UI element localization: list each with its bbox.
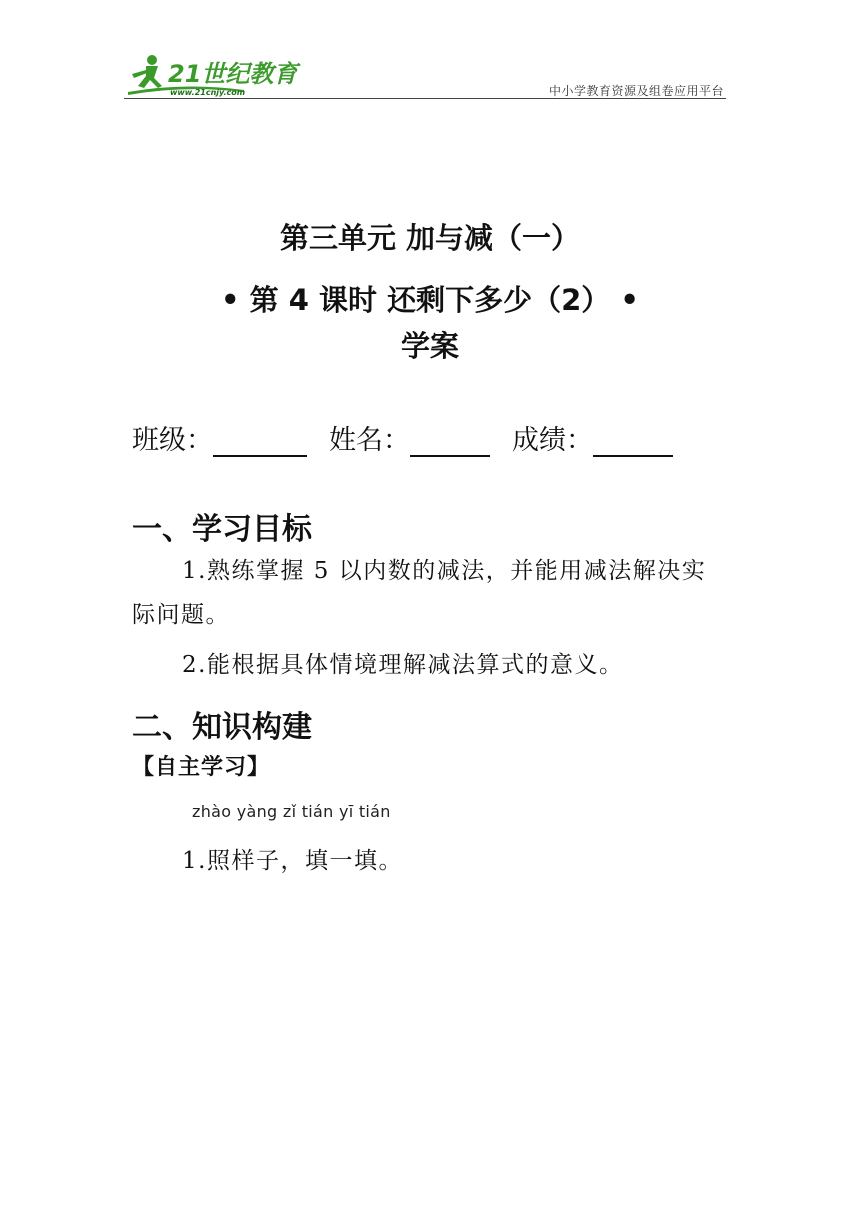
lesson-title: • 第 4 课时 还剩下多少（2） • bbox=[221, 283, 639, 317]
goal-paragraph-2: 2.能根据具体情境理解减法算式的意义。 bbox=[182, 652, 624, 678]
header-divider bbox=[124, 98, 726, 99]
site-logo bbox=[124, 52, 314, 98]
goal-paragraph-1-cont: 际问题。 bbox=[132, 602, 230, 628]
section-heading-knowledge: 二、知识构建 bbox=[132, 710, 312, 745]
logo-figure-body bbox=[138, 66, 162, 88]
logo-url-text: www.21cnjy.com bbox=[170, 88, 246, 97]
pinyin-annotation: zhào yàng zǐ tián yī tián bbox=[192, 802, 391, 821]
name-label: 姓名： bbox=[329, 425, 410, 456]
logo-graphic bbox=[124, 52, 314, 98]
page-header bbox=[124, 52, 726, 100]
score-label: 成绩： bbox=[512, 425, 593, 456]
class-blank[interactable] bbox=[213, 427, 307, 457]
doc-type-title: 学案 bbox=[400, 329, 459, 363]
section-heading-goals: 一、学习目标 bbox=[132, 512, 312, 547]
self-study-heading: 【自主学习】 bbox=[132, 755, 271, 780]
exercise-1-instruction: 1.照样子，填一填。 bbox=[182, 848, 403, 874]
unit-title: 第三单元 加与减（一） bbox=[279, 221, 581, 255]
logo-figure-arm bbox=[132, 70, 147, 78]
header-tagline: 中小学教育资源及组卷应用平台 bbox=[548, 84, 724, 98]
student-info-row bbox=[132, 418, 695, 457]
score-blank[interactable] bbox=[593, 427, 673, 457]
name-blank[interactable] bbox=[410, 427, 490, 457]
goal-paragraph-1: 1.熟练掌握 5 以内数的减法，并能用减法解决实 bbox=[182, 558, 707, 584]
class-label: 班级： bbox=[132, 425, 213, 456]
logo-text: 21世纪教育 bbox=[168, 60, 298, 88]
logo-figure-head bbox=[147, 55, 157, 65]
